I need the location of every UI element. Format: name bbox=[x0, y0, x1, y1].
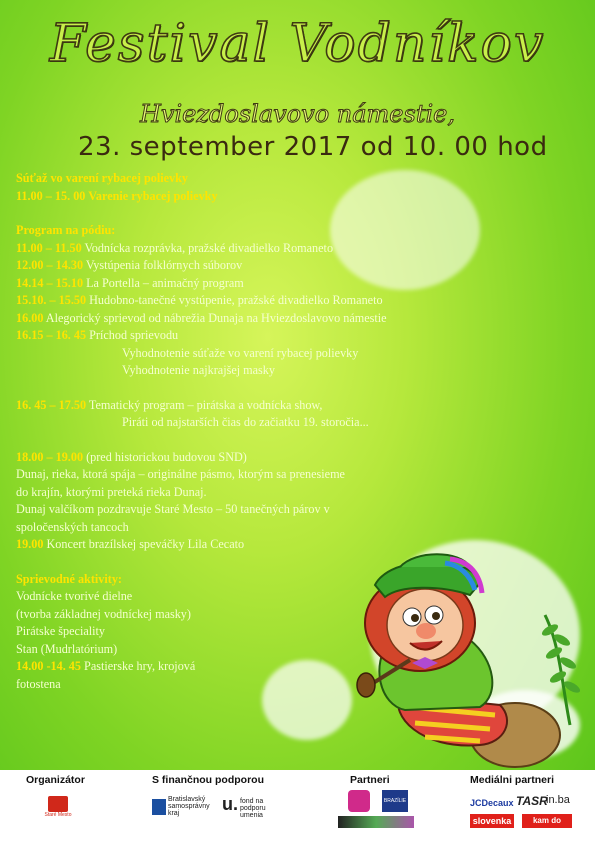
program-item-text: Pastierske hry, krojová bbox=[81, 659, 196, 673]
fpu-logo: u. fond na podporu umenia bbox=[222, 794, 266, 819]
program-item-text: Piráti od najstarších čias do začiatku 19. storočia... bbox=[122, 415, 369, 429]
program-heading bbox=[16, 188, 536, 206]
vodnik-character-illustration bbox=[330, 545, 580, 770]
program-item-text: do krajín, ktorými preteká rieka Dunaj. bbox=[16, 484, 207, 499]
program-item-text: Vyhodnotenie súťaže vo varení rybacej polievky bbox=[122, 345, 359, 360]
jcdecaux-logo: JCDecaux bbox=[470, 798, 514, 808]
slovenka-logo: slovenka bbox=[470, 814, 514, 828]
program-heading-text: 11.00 – 15. 00 Varenie rybacej polievky bbox=[16, 188, 218, 203]
partners-label: Partneri bbox=[350, 774, 390, 786]
program-item-text: Dunaj, rieka, ktorá spája – originálne pásmo, ktorým sa prenesieme bbox=[16, 467, 345, 481]
program-item-text: Vyhodnotenie najkrajšej masky bbox=[122, 363, 275, 377]
festival-title: Festival Vodníkov bbox=[49, 14, 546, 74]
program-item-time: 18.00 – 19.00 bbox=[16, 449, 84, 464]
program-heading bbox=[16, 222, 536, 240]
bsk-logo: Bratislavský samosprávny kraj bbox=[152, 796, 208, 817]
program-item bbox=[16, 519, 536, 537]
program-item-time: 19.00 bbox=[16, 537, 44, 551]
program-item bbox=[16, 362, 536, 380]
partner-logo-pink bbox=[348, 790, 370, 812]
program-item bbox=[16, 292, 536, 310]
kam-do-mesta-logo: kam do mesta bbox=[522, 814, 572, 828]
program-item-text: (pred historickou budovou SND) bbox=[83, 449, 247, 464]
program-item bbox=[16, 275, 536, 293]
program-item-text: Vodnícka rozprávka, pražské divadielko Romaneto bbox=[81, 240, 334, 255]
program-item-time: 14.14 – 15.10 bbox=[16, 275, 84, 290]
program-item bbox=[16, 414, 536, 432]
program-item-time: 16.15 – 16. 45 bbox=[16, 328, 87, 342]
program-heading-text: Program na pódiu: bbox=[16, 223, 116, 237]
inba-logo: in.ba bbox=[546, 794, 570, 806]
program-item bbox=[16, 466, 536, 484]
program-item-text: Príchod sprievodu bbox=[86, 328, 179, 342]
program-item-time: 15.10. – 15.50 bbox=[16, 293, 87, 307]
sponsors-footer bbox=[0, 770, 595, 842]
program-item-text: Pirátske špeciality bbox=[16, 624, 106, 638]
program-item bbox=[16, 484, 536, 502]
program-item-time: 16.00 bbox=[16, 310, 44, 325]
program-item-text: La Portella – animačný program bbox=[83, 275, 244, 290]
program-item-time: 12.00 – 14.30 bbox=[16, 258, 84, 272]
program-item bbox=[16, 449, 536, 467]
program-item bbox=[16, 240, 536, 258]
media-partners-label: Mediálni partneri bbox=[470, 774, 555, 786]
tasr-logo: TASR bbox=[516, 794, 548, 808]
location-subtitle: Hviezdoslavovo námestie, bbox=[140, 100, 455, 128]
program-item-text: Vodnícke tvorivé dielne bbox=[16, 589, 133, 603]
program-item-text: Alegorický sprievod od nábrežia Dunaja na Hviezdoslavovo námestie bbox=[43, 310, 387, 325]
program-item bbox=[16, 327, 536, 345]
program-item-text: Hudobno-tanečné vystúpenie, pražské divadielko Romaneto bbox=[86, 293, 383, 307]
program-item-text: Vystúpenia folklórnych súborov bbox=[83, 258, 243, 272]
program-item-time: 11.00 – 11.50 bbox=[16, 240, 82, 255]
program-heading-text: Súťaž vo varení rybacej polievky bbox=[16, 171, 189, 185]
program-item bbox=[16, 257, 536, 275]
organizer-label: Organizátor bbox=[26, 774, 85, 786]
program-item-text: Koncert brazílskej speváčky Lila Cecato bbox=[43, 537, 245, 551]
program-item-text: fotostena bbox=[16, 676, 61, 691]
brazil-logo: BRAZÍLIE bbox=[382, 790, 408, 812]
program-gap bbox=[16, 432, 536, 449]
program-item-text: Tematický program – pirátska a vodnícka show, bbox=[86, 397, 323, 412]
program-item-text: Dunaj valčíkom pozdravuje Staré Mesto – 50 tanečných párov v bbox=[16, 502, 330, 516]
support-label: S finančnou podporou bbox=[152, 774, 264, 786]
program-item-text: Stan (Mudrlatórium) bbox=[16, 641, 118, 656]
program-item bbox=[16, 310, 536, 328]
program-item bbox=[16, 501, 536, 519]
program-item-time: 14.00 -14. 45 bbox=[16, 659, 81, 673]
program-item bbox=[16, 345, 536, 363]
program-gap bbox=[16, 380, 536, 397]
program-item-time: 16. 45 – 17.50 bbox=[16, 397, 87, 412]
stare-mesto-logo: Staré Mesto bbox=[38, 796, 78, 818]
program-item-text: (tvorba základnej vodníckej masky) bbox=[16, 606, 191, 621]
program-heading-text: Sprievodné aktivity: bbox=[16, 571, 122, 586]
program-item-text: spoločenských tancoch bbox=[16, 519, 129, 534]
program-gap bbox=[16, 205, 536, 222]
program-heading bbox=[16, 170, 536, 188]
partner-strip-logo bbox=[338, 816, 414, 828]
event-date: 23. september 2017 od 10. 00 hod bbox=[78, 132, 548, 162]
program-item bbox=[16, 397, 536, 415]
